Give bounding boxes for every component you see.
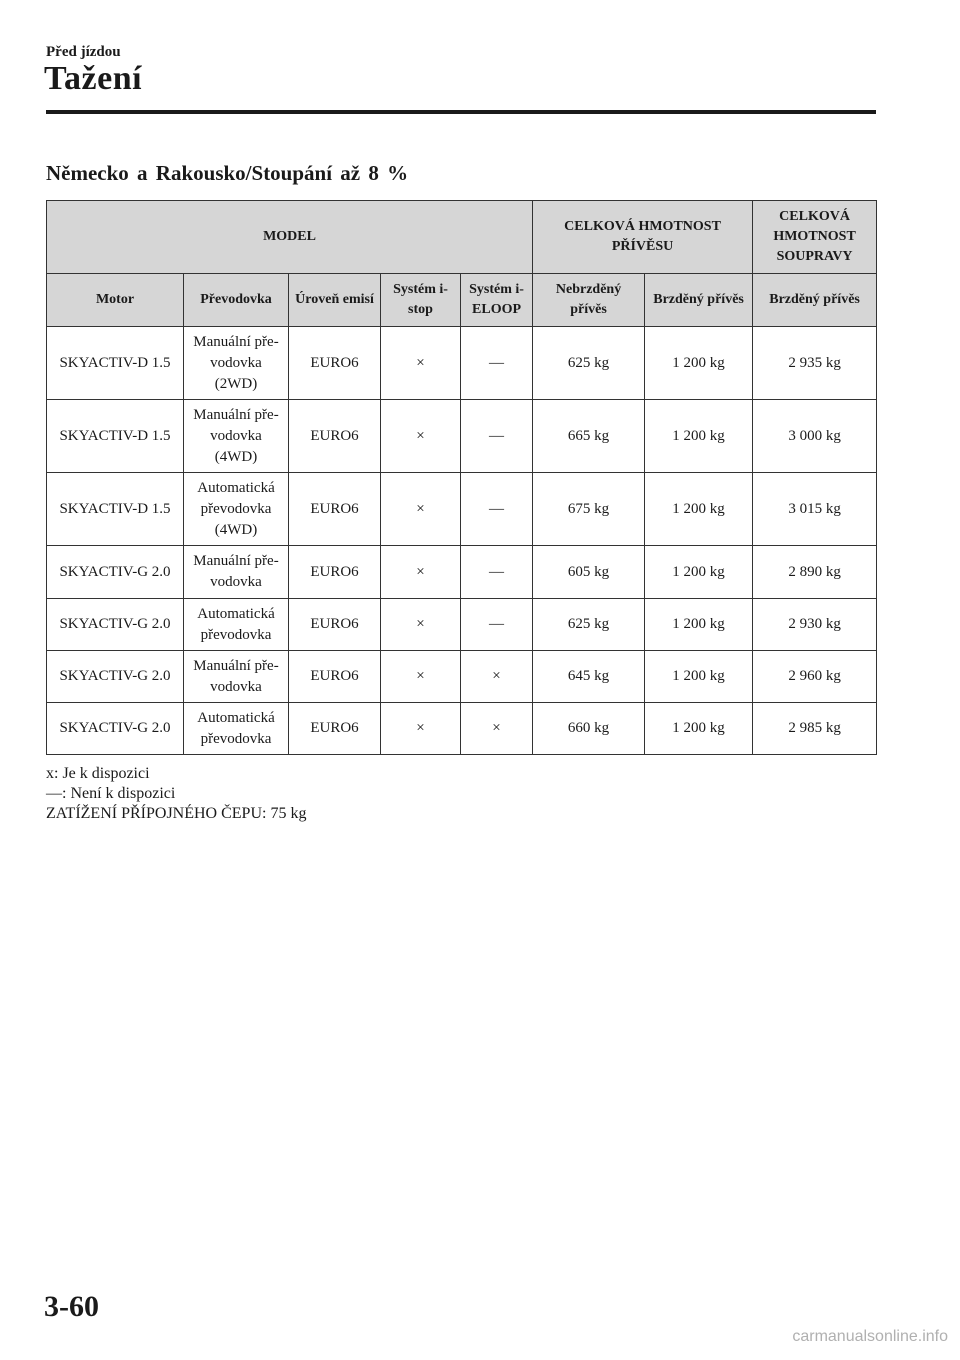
cell-braked: 1 200 kg	[645, 651, 753, 703]
towing-spec-table	[46, 200, 877, 755]
cell-transmission: Automatická převodovka (4WD)	[184, 473, 289, 546]
cell-transmission: Manuální pře- vodovka	[184, 546, 289, 599]
page-number: 3-60	[44, 1290, 99, 1323]
note-hitch-load: ZATÍŽENÍ PŘÍPOJNÉHO ČEPU: 75 kg	[46, 805, 307, 822]
header-combo-braked: Brzděný přívěs	[753, 274, 877, 327]
cell-unbraked: 625 kg	[533, 327, 645, 400]
cell-transmission: Automatická převodovka	[184, 703, 289, 755]
cell-ieloop: —	[461, 400, 533, 473]
cell-motor: SKYACTIV-G 2.0	[47, 651, 184, 703]
header-emission: Úroveň emisí	[289, 274, 381, 327]
cell-unbraked: 625 kg	[533, 599, 645, 651]
watermark: carmanualsonline.info	[792, 1328, 948, 1345]
cell-combo: 3 000 kg	[753, 400, 877, 473]
cell-combo: 2 930 kg	[753, 599, 877, 651]
cell-emission: EURO6	[289, 327, 381, 400]
header-unbraked: Nebrzděný přívěs	[533, 274, 645, 327]
cell-emission: EURO6	[289, 651, 381, 703]
section-label: Před jízdou	[46, 44, 121, 60]
cell-transmission: Automatická převodovka	[184, 599, 289, 651]
cell-ieloop: —	[461, 599, 533, 651]
cell-unbraked: 605 kg	[533, 546, 645, 599]
cell-combo: 2 935 kg	[753, 327, 877, 400]
cell-combo: 3 015 kg	[753, 473, 877, 546]
cell-istop: ×	[381, 651, 461, 703]
cell-combo: 2 960 kg	[753, 651, 877, 703]
header-braked: Brzděný přívěs	[645, 274, 753, 327]
cell-braked: 1 200 kg	[645, 327, 753, 400]
cell-transmission: Manuální pře- vodovka (2WD)	[184, 327, 289, 400]
table-column-header-row	[47, 274, 877, 327]
cell-emission: EURO6	[289, 400, 381, 473]
header-trailer-weight: CELKOVÁ HMOTNOST PŘÍVĚSU	[533, 201, 753, 274]
cell-motor: SKYACTIV-D 1.5	[47, 327, 184, 400]
cell-ieloop: —	[461, 473, 533, 546]
cell-transmission: Manuální pře- vodovka	[184, 651, 289, 703]
cell-ieloop: ×	[461, 651, 533, 703]
cell-braked: 1 200 kg	[645, 400, 753, 473]
cell-emission: EURO6	[289, 703, 381, 755]
header-istop: Systém i-stop	[381, 274, 461, 327]
header-divider	[46, 110, 876, 114]
legend-notes	[46, 764, 306, 824]
cell-motor: SKYACTIV-G 2.0	[47, 599, 184, 651]
table-row	[47, 651, 877, 703]
cell-istop: ×	[381, 599, 461, 651]
cell-emission: EURO6	[289, 473, 381, 546]
section-title: Německo a Rakousko/Stoupání až 8 %	[46, 161, 409, 185]
cell-unbraked: 660 kg	[533, 703, 645, 755]
note-available: x: Je k dispozici	[46, 765, 150, 782]
cell-combo: 2 985 kg	[753, 703, 877, 755]
header-transmission: Převodovka	[184, 274, 289, 327]
cell-motor: SKYACTIV-G 2.0	[47, 703, 184, 755]
cell-motor: SKYACTIV-G 2.0	[47, 546, 184, 599]
cell-ieloop: —	[461, 327, 533, 400]
cell-transmission: Manuální pře- vodovka (4WD)	[184, 400, 289, 473]
note-not-available: ―: Není k dispozici	[46, 785, 176, 802]
cell-istop: ×	[381, 400, 461, 473]
cell-emission: EURO6	[289, 599, 381, 651]
table-row	[47, 599, 877, 651]
header-combo-weight: CELKOVÁ HMOTNOST SOUPRAVY	[753, 201, 877, 274]
table-row	[47, 546, 877, 599]
table-row	[47, 703, 877, 755]
table-group-header-row	[47, 201, 877, 274]
table-row	[47, 327, 877, 400]
cell-istop: ×	[381, 546, 461, 599]
cell-braked: 1 200 kg	[645, 599, 753, 651]
cell-unbraked: 665 kg	[533, 400, 645, 473]
cell-emission: EURO6	[289, 546, 381, 599]
page-title: Tažení	[44, 60, 143, 97]
header-ieloop: Systém i-ELOOP	[461, 274, 533, 327]
cell-istop: ×	[381, 473, 461, 546]
header-motor: Motor	[47, 274, 184, 327]
cell-braked: 1 200 kg	[645, 473, 753, 546]
cell-motor: SKYACTIV-D 1.5	[47, 473, 184, 546]
cell-ieloop: ×	[461, 703, 533, 755]
cell-istop: ×	[381, 703, 461, 755]
cell-unbraked: 645 kg	[533, 651, 645, 703]
cell-unbraked: 675 kg	[533, 473, 645, 546]
cell-motor: SKYACTIV-D 1.5	[47, 400, 184, 473]
cell-combo: 2 890 kg	[753, 546, 877, 599]
cell-ieloop: —	[461, 546, 533, 599]
cell-braked: 1 200 kg	[645, 703, 753, 755]
cell-braked: 1 200 kg	[645, 546, 753, 599]
cell-istop: ×	[381, 327, 461, 400]
header-model: MODEL	[47, 201, 533, 274]
table-row	[47, 400, 877, 473]
table-row	[47, 473, 877, 546]
